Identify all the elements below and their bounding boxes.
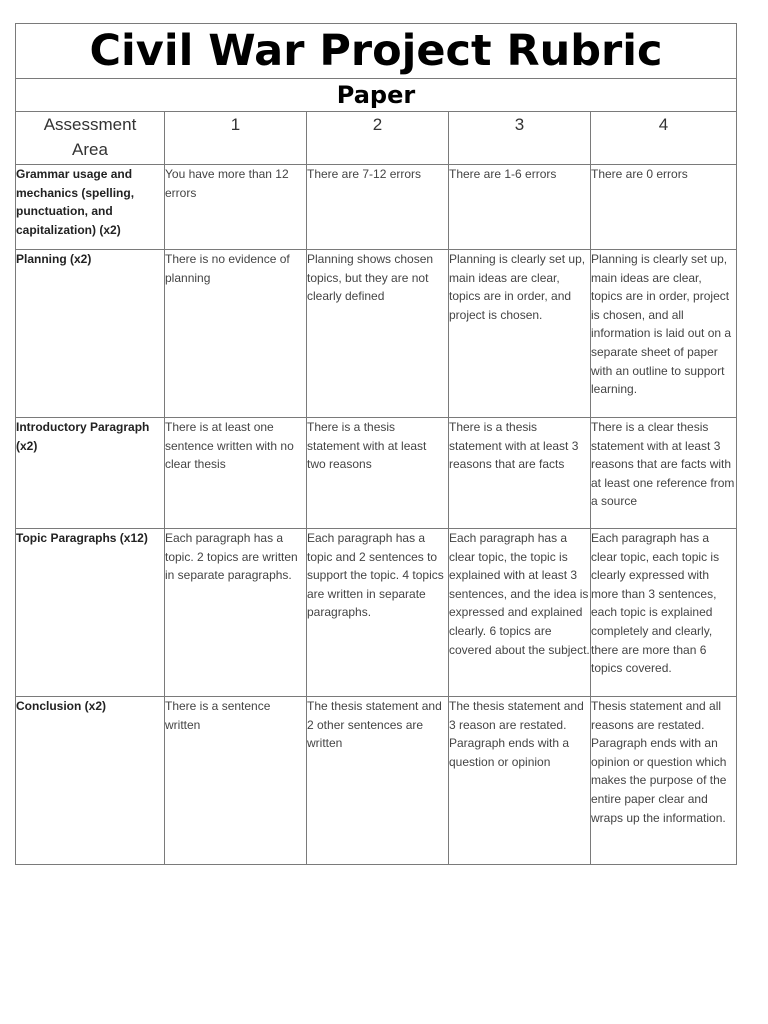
assessment-area-cell: Introductory Paragraph (x2) [16, 418, 165, 529]
criteria-cell-score-2: Planning shows chosen topics, but they are not clearly defined [307, 250, 449, 418]
assessment-area-cell: Planning (x2) [16, 250, 165, 418]
criteria-cell-score-1: There is a sentence written [165, 697, 307, 865]
column-header-score-2: 2 [307, 112, 449, 165]
criteria-cell-score-4: Planning is clearly set up, main ideas are clear, topics are in order, project is chosen, and all information is laid out on a separate sheet of paper with an outline to support learning. [591, 250, 737, 418]
rubric-table [15, 23, 737, 865]
criteria-cell-score-3: There is a thesis statement with at least 3 reasons that are facts [449, 418, 591, 529]
assessment-area-cell: Grammar usage and mechanics (spelling, punctuation, and capitalization) (x2) [16, 165, 165, 250]
document-title: Civil War Project Rubric [16, 24, 737, 79]
assessment-area-cell: Conclusion (x2) [16, 697, 165, 865]
title-row [16, 24, 737, 79]
criteria-cell-score-4: There is a clear thesis statement with at least 3 reasons that are facts with at least one reference from a source [591, 418, 737, 529]
table-row-introductory-paragraph [16, 418, 737, 529]
table-row-grammar [16, 165, 737, 250]
criteria-cell-score-2: There is a thesis statement with at least two reasons [307, 418, 449, 529]
table-row-topic-paragraphs [16, 529, 737, 697]
subtitle-row [16, 79, 737, 112]
column-header-score-3: 3 [449, 112, 591, 165]
criteria-cell-score-1: You have more than 12 errors [165, 165, 307, 250]
criteria-cell-score-2: The thesis statement and 2 other sentences are written [307, 697, 449, 865]
criteria-cell-score-1: There is at least one sentence written with no clear thesis [165, 418, 307, 529]
criteria-cell-score-2: There are 7-12 errors [307, 165, 449, 250]
criteria-cell-score-3: There are 1-6 errors [449, 165, 591, 250]
criteria-cell-score-4: Thesis statement and all reasons are restated. Paragraph ends with an opinion or question which makes the purpose of the entire paper clear and wraps up the information. [591, 697, 737, 865]
criteria-cell-score-4: There are 0 errors [591, 165, 737, 250]
table-row-planning [16, 250, 737, 418]
criteria-cell-score-3: Planning is clearly set up, main ideas are clear, topics are in order, and project is chosen. [449, 250, 591, 418]
criteria-cell-score-1: There is no evidence of planning [165, 250, 307, 418]
column-header-row [16, 112, 737, 165]
column-header-label: Assessment Area [43, 115, 137, 159]
assessment-area-cell: Topic Paragraphs (x12) [16, 529, 165, 697]
criteria-cell-score-4: Each paragraph has a clear topic, each topic is clearly expressed with more than 3 sentences, each topic is explained completely and clearly, there are more than 6 topics covered. [591, 529, 737, 697]
criteria-cell-score-3: The thesis statement and 3 reason are restated. Paragraph ends with a question or opinion [449, 697, 591, 865]
column-header-score-1: 1 [165, 112, 307, 165]
criteria-cell-score-3: Each paragraph has a clear topic, the topic is explained with at least 3 sentences, and the idea is expressed and explained clearly. 6 topics are covered about the subject. [449, 529, 591, 697]
rubric-document [15, 23, 736, 865]
table-row-conclusion [16, 697, 737, 865]
column-header-score-4: 4 [591, 112, 737, 165]
criteria-cell-score-2: Each paragraph has a topic and 2 sentences to support the topic. 4 topics are written in separate paragraphs. [307, 529, 449, 697]
criteria-cell-score-1: Each paragraph has a topic. 2 topics are written in separate paragraphs. [165, 529, 307, 697]
document-subtitle: Paper [16, 79, 737, 112]
column-header-assessment-area [16, 112, 165, 165]
